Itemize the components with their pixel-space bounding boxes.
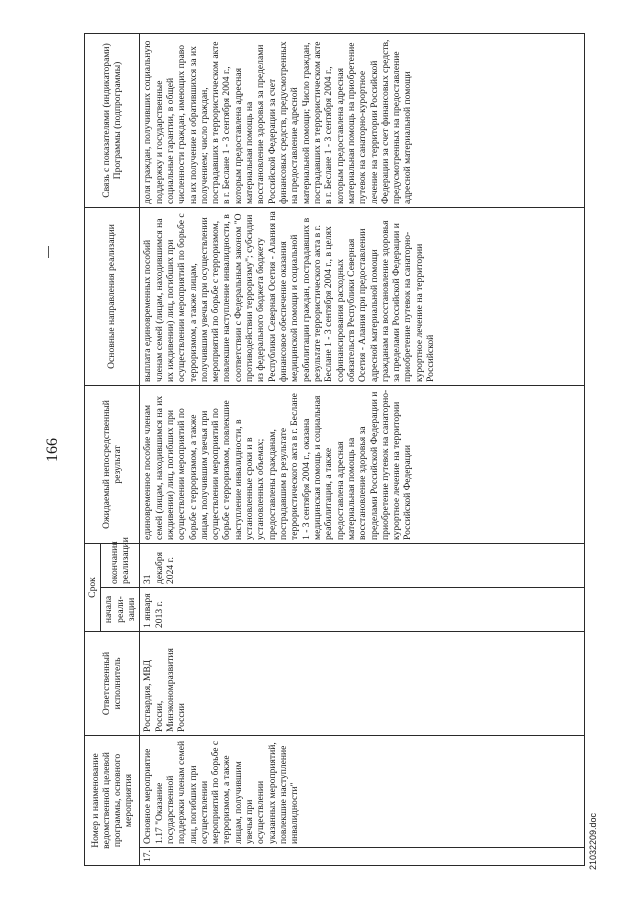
table-header-row	[85, 33, 101, 865]
header-term-end: окончания реализации	[101, 543, 140, 587]
row-directions: выплата единовременных пособий членам семей (лицам, находившимся на их иждивении) лиц, погибших при осуществлении мероприятий по борьбе с терроризмом, а также лицам, получившим увечья при осуществлении мероприятий по борьбе с терроризмом, повлекшие наступление инвалидности, в соответствии с Федеральным законом "О противодействии терроризму"; субсидии из федерального бюджета бюджету Республики Северная Осетия - Алания на финансовое обеспечение оказания медицинской помощи и социальной реабилитации граждан, пострадавших в результате террористического акта в г. Беслане 1 - 3 сентября 2004 г., в целях софинансирования расходных обязательств Республики Северная Осетия - Алания при предоставлении адресной материальной помощи гражданам на восстановление здоровья за пределами Российской Федерации и приобретение путевок на санаторно-курортное лечение на территории Российской	[140, 207, 585, 385]
row-number: 17.	[140, 848, 585, 866]
row-name: Основное мероприятие 1.17 "Оказание государственной поддержки членам семей лиц, погибших при осуществлении мероприятий по борьбе с терроризмом, а также лицам, получившим увечья при осуществлении указанных мероприятий, повлекшие наступление инвалидности"	[140, 735, 585, 847]
header-term-start: начала реали-зации	[101, 587, 140, 631]
header-name: Номер и наименование ведомственной целевой программы, основного мероприятия	[85, 735, 140, 865]
document-code: 21032209.doc	[588, 812, 598, 870]
rotated-landscape-sheet	[40, 30, 610, 870]
header-responsible: Ответственный исполнитель	[85, 631, 140, 735]
row-link: доля граждан, получивших социальную поддержку и государственные социальные гарантии, в общей численности граждан, имеющих право на их получение и обратившихся за их получением; число граждан, пострадавших в террористическом акте в г. Беслане 1 - 3 сентября 2004 г., которым предоставлена адресная материальная помощь на восстановление здоровья за пределами Российской Федерации за счет финансовых средств, предусмотренных на предоставление адресной материальной помощи; Число граждан, пострадавших в террористическом акте в г. Беслане 1 - 3 сентября 2004 г., которым предоставлена адресная материальная помощь на приобретение путевок на санаторно-курортное лечение на территории Российской Федерации за счет финансовых средств, предусмотренных на предоставление адресной материальной помощи	[140, 33, 585, 207]
row-end: 31 декабря 2024 г.	[140, 543, 585, 587]
program-measures-table	[84, 33, 585, 866]
header-term: Срок	[85, 543, 101, 631]
page-number: 166	[44, 438, 61, 462]
row-start: 1 января 2013 г.	[140, 587, 585, 631]
header-link: Связь с показателями (индикаторами) Программы (подпрограммы)	[85, 33, 140, 207]
row-result: единовременное пособие членам семей (лицам, находившимся на их иждивении) лиц, погибших при осуществлении мероприятий по борьбе с терроризмом, а также лицам, получившим увечья при осуществлении мероприятий по борьбе с терроризмом, повлекшие наступление инвалидности, в установленные сроки и в установленных объемах; предоставлены гражданам, пострадавшим в результате террористического акта в г. Беслане 1 - 3 сентября 2004 г., оказана медицинская помощь и социальная реабилитация, а также предоставлена адресная материальная помощь на восстановление здоровья за пределами Российской Федерации и приобретение путевок на санаторно-курортное лечение на территории Российской Федерации	[140, 385, 585, 543]
table-row	[140, 33, 585, 865]
header-directions: Основные направления реализации	[85, 207, 140, 385]
header-result: Ожидаемый непосредственный результат	[85, 385, 140, 543]
row-responsible: Росгвардия, МВД России, Минэкономразвития России	[140, 631, 585, 735]
